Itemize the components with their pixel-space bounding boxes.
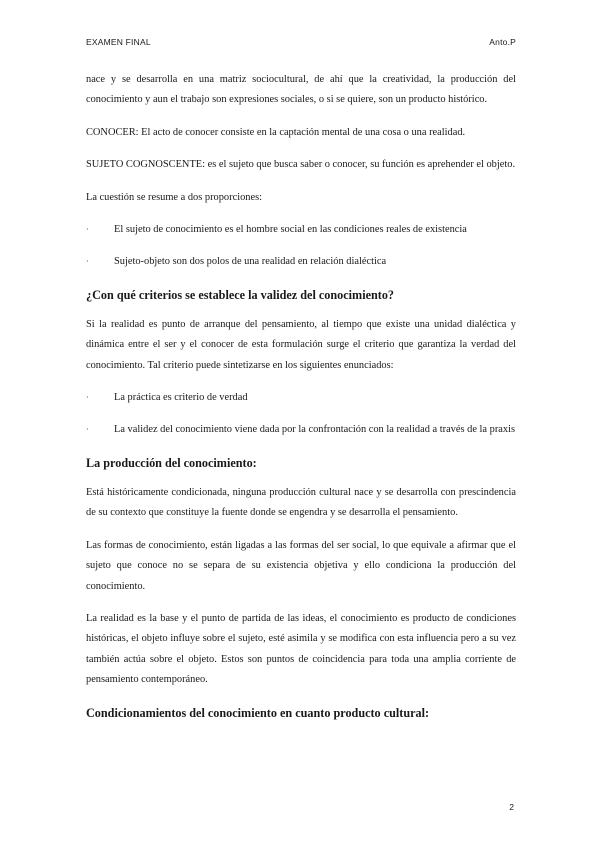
paragraph-historicamente: Está históricamente condicionada, ninguna producción cultural nace y se desarrolla con prescindencia de su contexto que constituye la fuente donde se engendra y se desarrolla el pensamiento. <box>86 486 516 519</box>
header-author: Anto.P <box>489 37 516 47</box>
page-number: 2 <box>509 802 514 812</box>
paragraph-conocer: CONOCER: El acto de conocer consiste en la captación mental de una cosa o una realidad. <box>86 126 466 138</box>
list-item <box>86 252 516 272</box>
header-title: EXAMEN FINAL <box>86 37 151 47</box>
document-body <box>86 70 516 733</box>
paragraph-formas-conocimiento: Las formas de conocimiento, están ligadas a las formas del ser social, lo que equivale a afirmar que el sujeto que conoce no se separa de su existencia objetiva y ello condiciona la producción del conocimiento. <box>86 539 516 592</box>
paragraph-realidad-arranque: Si la realidad es punto de arranque del pensamiento, al tiempo que existe una unidad dialéctica y dinámica entre el ser y el conocer de esta formulación surge el criterio que garantiza la verdad del conocimiento. Tal criterio puede sintetizarse en los siguientes enunciados: <box>86 318 516 371</box>
list-item <box>86 220 516 240</box>
heading-validez: ¿Con qué criterios se establece la validez del conocimiento? <box>86 287 395 302</box>
paragraph-cuestion: La cuestión se resume a dos proporciones: <box>86 191 263 203</box>
heading-produccion: La producción del conocimiento: <box>86 455 257 470</box>
list-item <box>86 420 516 440</box>
bullet-mark: · <box>86 225 89 235</box>
bullet-mark: · <box>86 257 89 267</box>
paragraph-sujeto-cognoscente: SUJETO COGNOSCENTE: es el sujeto que busca saber o conocer, su función es aprehender el objeto. <box>86 159 516 171</box>
list-item-text: Sujeto-objeto son dos polos de una realidad en relación dialéctica <box>114 256 387 268</box>
paragraph-continuation: nace y se desarrolla en una matriz sociocultural, de ahí que la creatividad, la producción del conocimiento y aun el trabajo son expresiones sociales, o si se quiere, son un producto histórico. <box>86 74 516 106</box>
list-item-text: La validez del conocimiento viene dada por la confrontación con la realidad a través de la praxis <box>114 424 516 436</box>
list-item <box>86 388 516 408</box>
list-item-text: La práctica es criterio de verdad <box>114 392 248 404</box>
list-item-text: El sujeto de conocimiento es el hombre social en las condiciones reales de existencia <box>114 224 467 236</box>
paragraph-realidad-base: La realidad es la base y el punto de partida de las ideas, el conocimiento es producto de condiciones históricas, el objeto influye sobre el sujeto, esté asimila y se modifica con esta influencia pero a su vez también actúa sobre el objeto. Estos son puntos de coincidencia para toda una amplia corriente de pensamiento contemporáneo. <box>86 612 516 686</box>
bullet-mark: · <box>86 393 89 403</box>
heading-condicionamientos: Condicionamientos del conocimiento en cuanto producto cultural: <box>86 705 430 720</box>
page-footer <box>509 802 514 812</box>
bullet-mark: · <box>86 425 89 435</box>
